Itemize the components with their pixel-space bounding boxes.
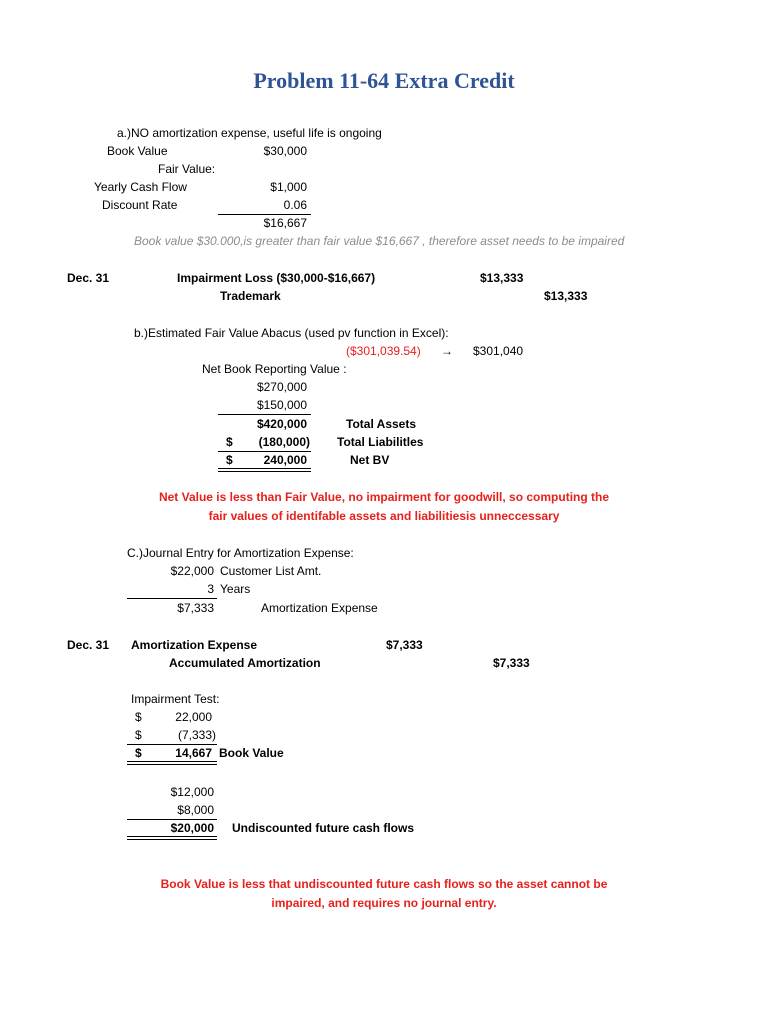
pv-result: ($301,039.54) [346,344,421,358]
entry-a-debit: $13,333 [480,271,524,285]
test-symbol-3: $ [135,746,142,760]
part-c-heading: C.)Journal Entry for Amortization Expense: [127,546,354,560]
entry-c-debit: $7,333 [386,638,423,652]
book-value: $30,000 [263,144,307,158]
total-assets-label: Total Assets [346,417,417,431]
net-bv-label: Net BV [350,453,390,467]
net-bv-value: 240,000 [263,453,307,467]
entry-a-credit-label: Trademark [220,289,281,303]
arrow-icon: → [441,344,453,358]
cash-flow-double-underline [127,836,217,840]
entry-c-credit: $7,333 [493,656,530,670]
impairment-test-heading: Impairment Test: [131,692,220,706]
entry-a-credit: $13,333 [544,289,588,303]
entry-c-credit-label: Accumulated Amortization [169,656,321,670]
test-book-value: 14,667 [175,746,212,760]
test-value-2: (7,333) [177,728,216,742]
cash-flow-1: $12,000 [170,785,214,799]
total-liabilities-value: (180,000) [258,435,310,449]
part-c-note-2: impaired, and requires no journal entry. [271,896,497,910]
part-a-note: Book value $30.000,is greater than fair value $16,667 , therefore asset needs to be impaired [134,234,625,248]
part-b-note-2: fair values of identifable assets and liabilitiesis unneccessary [208,509,560,523]
cash-flow-label: Yearly Cash Flow [94,180,187,194]
net-double-underline [218,468,311,472]
entry-c-debit-label: Amortization Expense [131,638,258,652]
part-b-heading: b.)Estimated Fair Value Abacus (used pv function in Excel): [134,326,449,340]
fair-value-result: $16,667 [263,216,307,230]
nbv-label: Net Book Reporting Value : [202,362,347,376]
total-liabilities-label: Total Liabilitles [337,435,424,449]
sum-line [218,214,311,215]
page-title: Problem 11-64 Extra Credit [253,68,515,93]
customer-list-amount: $22,000 [170,564,214,578]
cash-flow-total: $20,000 [170,821,214,835]
test-book-value-label: Book Value [219,746,284,760]
entry-a-date: Dec. 31 [67,271,110,285]
entry-a-debit-label: Impairment Loss ($30,000-$16,667) [177,271,376,285]
book-value-label: Book Value [107,144,168,158]
liabilities-line [218,451,311,452]
nbv-val2: $150,000 [256,398,307,412]
test-line [127,744,217,745]
test-symbol-1: $ [135,710,142,724]
part-b-note-1: Net Value is less than Fair Value, no impairment for goodwill, so computing the [158,490,610,504]
test-double-underline [127,761,217,765]
discount-rate-value: 0.06 [283,198,307,212]
years-value: 3 [207,582,214,596]
part-c-note-1: Book Value is less that undiscounted future cash flows so the asset cannot be [160,877,608,891]
entry-c-date: Dec. 31 [67,638,110,652]
test-symbol-2: $ [135,728,142,742]
test-value-1: 22,000 [175,710,212,724]
cash-flow-value: $1,000 [270,180,307,194]
amort-result-label: Amortization Expense [261,601,378,615]
discount-rate-label: Discount Rate [102,198,178,212]
amort-result: $7,333 [177,601,214,615]
cash-flow-line [127,819,217,820]
part-a-heading: a.)NO amortization expense, useful life is ongoing [117,126,382,140]
fair-value-label: Fair Value: [158,162,216,176]
liabilities-symbol: $ [226,435,233,449]
cash-flow-total-label: Undiscounted future cash flows [232,821,415,835]
pv-rounded: $301,040 [473,344,524,358]
net-symbol: $ [226,453,233,467]
nbv-val1: $270,000 [256,380,307,394]
amort-line [127,598,217,599]
customer-list-label: Customer List Amt. [220,564,322,578]
cash-flow-2: $8,000 [177,803,214,817]
assets-line [218,414,311,415]
years-label: Years [220,582,251,596]
total-assets-value: $420,000 [256,417,307,431]
